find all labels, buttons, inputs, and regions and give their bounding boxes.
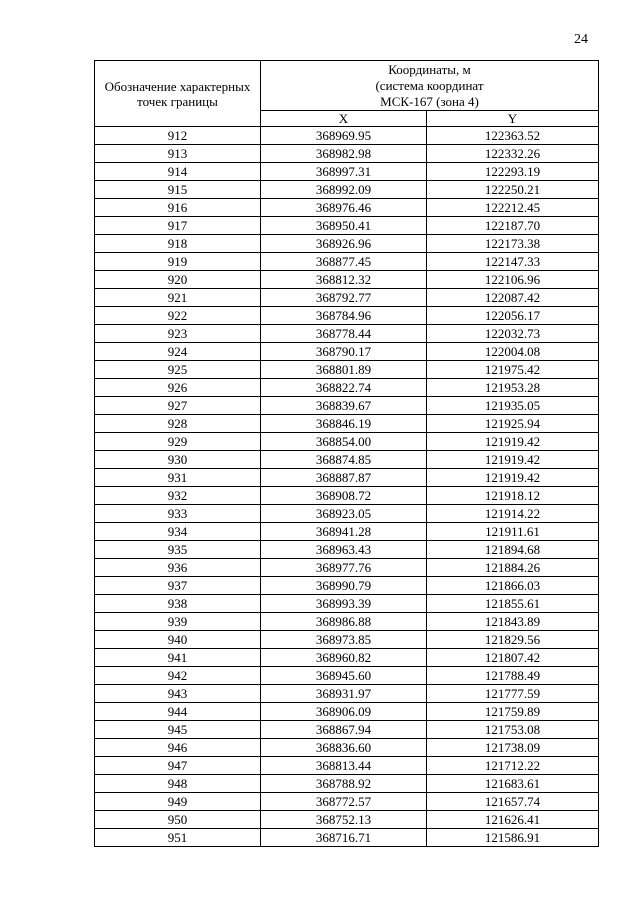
table-row <box>95 703 599 721</box>
y-coordinate-cell: 121918.12 <box>427 487 599 505</box>
table-row <box>95 181 599 199</box>
coordinates-header-line-1: Координаты, м <box>388 62 471 77</box>
table-row <box>95 775 599 793</box>
y-coordinate-cell: 121712.22 <box>427 757 599 775</box>
coordinates-header <box>261 61 599 111</box>
table-row <box>95 451 599 469</box>
point-designation-header: Обозначение характерных точек границы <box>95 61 261 127</box>
y-coordinate-cell: 121759.89 <box>427 703 599 721</box>
x-coordinate-cell: 368822.74 <box>261 379 427 397</box>
x-coordinate-cell: 368950.41 <box>261 217 427 235</box>
point-number-cell: 940 <box>95 631 261 649</box>
x-coordinate-cell: 368960.82 <box>261 649 427 667</box>
x-coordinate-cell: 368887.87 <box>261 469 427 487</box>
point-number-cell: 944 <box>95 703 261 721</box>
x-coordinate-cell: 368792.77 <box>261 289 427 307</box>
y-coordinate-cell: 121788.49 <box>427 667 599 685</box>
y-coordinate-cell: 121953.28 <box>427 379 599 397</box>
x-coordinate-cell: 368963.43 <box>261 541 427 559</box>
table-row <box>95 721 599 739</box>
table-row <box>95 595 599 613</box>
x-coordinate-cell: 368945.60 <box>261 667 427 685</box>
table-row <box>95 649 599 667</box>
x-coordinate-cell: 368993.39 <box>261 595 427 613</box>
y-coordinate-cell: 121683.61 <box>427 775 599 793</box>
point-number-cell: 937 <box>95 577 261 595</box>
y-coordinate-cell: 122332.26 <box>427 145 599 163</box>
y-coordinate-cell: 121586.91 <box>427 829 599 847</box>
y-coordinate-cell: 121807.42 <box>427 649 599 667</box>
x-coordinate-cell: 368986.88 <box>261 613 427 631</box>
point-number-cell: 923 <box>95 325 261 343</box>
y-coordinate-cell: 121829.56 <box>427 631 599 649</box>
table-row <box>95 667 599 685</box>
point-number-cell: 941 <box>95 649 261 667</box>
point-number-cell: 924 <box>95 343 261 361</box>
table-row <box>95 577 599 595</box>
y-coordinate-cell: 122032.73 <box>427 325 599 343</box>
y-coordinate-cell: 121975.42 <box>427 361 599 379</box>
table-row <box>95 325 599 343</box>
y-coordinate-cell: 121866.03 <box>427 577 599 595</box>
x-coordinate-cell: 368784.96 <box>261 307 427 325</box>
table-row <box>95 829 599 847</box>
x-coordinate-cell: 368788.92 <box>261 775 427 793</box>
y-coordinate-cell: 122147.33 <box>427 253 599 271</box>
y-coordinate-cell: 121657.74 <box>427 793 599 811</box>
y-coordinate-cell: 121626.41 <box>427 811 599 829</box>
x-coordinate-cell: 368772.57 <box>261 793 427 811</box>
table-row <box>95 307 599 325</box>
point-number-cell: 934 <box>95 523 261 541</box>
point-number-cell: 912 <box>95 127 261 145</box>
x-coordinate-cell: 368790.17 <box>261 343 427 361</box>
point-number-cell: 925 <box>95 361 261 379</box>
point-number-cell: 947 <box>95 757 261 775</box>
x-coordinate-cell: 368997.31 <box>261 163 427 181</box>
point-number-cell: 935 <box>95 541 261 559</box>
y-coordinate-cell: 122293.19 <box>427 163 599 181</box>
y-coordinate-cell: 121919.42 <box>427 433 599 451</box>
point-number-cell: 932 <box>95 487 261 505</box>
x-coordinate-cell: 368941.28 <box>261 523 427 541</box>
table-row <box>95 343 599 361</box>
y-coordinate-cell: 121843.89 <box>427 613 599 631</box>
x-coordinate-cell: 368778.44 <box>261 325 427 343</box>
x-column-header: X <box>261 111 427 127</box>
point-number-cell: 914 <box>95 163 261 181</box>
table-row <box>95 505 599 523</box>
table-row <box>95 127 599 145</box>
table-row <box>95 145 599 163</box>
coordinates-table <box>94 60 599 847</box>
table-row <box>95 253 599 271</box>
point-number-cell: 945 <box>95 721 261 739</box>
point-number-cell: 917 <box>95 217 261 235</box>
x-coordinate-cell: 368982.98 <box>261 145 427 163</box>
y-coordinate-cell: 121738.09 <box>427 739 599 757</box>
y-coordinate-cell: 122173.38 <box>427 235 599 253</box>
point-number-cell: 926 <box>95 379 261 397</box>
y-coordinate-cell: 121777.59 <box>427 685 599 703</box>
point-number-cell: 938 <box>95 595 261 613</box>
point-number-cell: 930 <box>95 451 261 469</box>
table-row <box>95 685 599 703</box>
table-row <box>95 415 599 433</box>
point-number-cell: 927 <box>95 397 261 415</box>
x-coordinate-cell: 368752.13 <box>261 811 427 829</box>
coordinates-header-line-2: (система координат <box>375 78 484 93</box>
point-number-cell: 942 <box>95 667 261 685</box>
x-coordinate-cell: 368716.71 <box>261 829 427 847</box>
point-number-cell: 922 <box>95 307 261 325</box>
table-row <box>95 523 599 541</box>
y-coordinate-cell: 122004.08 <box>427 343 599 361</box>
point-number-cell: 949 <box>95 793 261 811</box>
y-coordinate-cell: 121894.68 <box>427 541 599 559</box>
y-coordinate-cell: 121919.42 <box>427 469 599 487</box>
y-coordinate-cell: 122056.17 <box>427 307 599 325</box>
x-coordinate-cell: 368846.19 <box>261 415 427 433</box>
point-number-cell: 928 <box>95 415 261 433</box>
y-coordinate-cell: 122363.52 <box>427 127 599 145</box>
point-number-cell: 921 <box>95 289 261 307</box>
x-coordinate-cell: 368976.46 <box>261 199 427 217</box>
table-row <box>95 757 599 775</box>
table-row <box>95 361 599 379</box>
table-row <box>95 163 599 181</box>
table-row <box>95 793 599 811</box>
x-coordinate-cell: 368854.00 <box>261 433 427 451</box>
table-row <box>95 235 599 253</box>
x-coordinate-cell: 368836.60 <box>261 739 427 757</box>
table-row <box>95 289 599 307</box>
x-coordinate-cell: 368813.44 <box>261 757 427 775</box>
y-coordinate-cell: 121914.22 <box>427 505 599 523</box>
table-row <box>95 217 599 235</box>
x-coordinate-cell: 368992.09 <box>261 181 427 199</box>
x-coordinate-cell: 368923.05 <box>261 505 427 523</box>
table-row <box>95 199 599 217</box>
point-number-cell: 936 <box>95 559 261 577</box>
x-coordinate-cell: 368977.76 <box>261 559 427 577</box>
table-row <box>95 811 599 829</box>
y-coordinate-cell: 121925.94 <box>427 415 599 433</box>
y-coordinate-cell: 122187.70 <box>427 217 599 235</box>
point-number-cell: 933 <box>95 505 261 523</box>
y-coordinate-cell: 122250.21 <box>427 181 599 199</box>
table-row <box>95 559 599 577</box>
point-number-cell: 946 <box>95 739 261 757</box>
y-coordinate-cell: 121919.42 <box>427 451 599 469</box>
y-coordinate-cell: 121935.05 <box>427 397 599 415</box>
table-row <box>95 739 599 757</box>
point-number-cell: 920 <box>95 271 261 289</box>
point-number-cell: 913 <box>95 145 261 163</box>
table-row <box>95 379 599 397</box>
point-number-cell: 948 <box>95 775 261 793</box>
y-coordinate-cell: 122106.96 <box>427 271 599 289</box>
table-row <box>95 487 599 505</box>
x-coordinate-cell: 368990.79 <box>261 577 427 595</box>
table-header <box>95 61 599 127</box>
point-number-cell: 943 <box>95 685 261 703</box>
y-coordinate-cell: 121911.61 <box>427 523 599 541</box>
point-number-cell: 950 <box>95 811 261 829</box>
table-row <box>95 271 599 289</box>
point-number-cell: 919 <box>95 253 261 271</box>
x-coordinate-cell: 368908.72 <box>261 487 427 505</box>
x-coordinate-cell: 368877.45 <box>261 253 427 271</box>
table-row <box>95 433 599 451</box>
point-number-cell: 918 <box>95 235 261 253</box>
x-coordinate-cell: 368867.94 <box>261 721 427 739</box>
table-row <box>95 469 599 487</box>
table-row <box>95 613 599 631</box>
coordinates-header-line-3: МСК-167 (зона 4) <box>380 94 479 109</box>
y-coordinate-cell: 121855.61 <box>427 595 599 613</box>
x-coordinate-cell: 368926.96 <box>261 235 427 253</box>
y-column-header: Y <box>427 111 599 127</box>
point-number-cell: 939 <box>95 613 261 631</box>
x-coordinate-cell: 368801.89 <box>261 361 427 379</box>
x-coordinate-cell: 368812.32 <box>261 271 427 289</box>
table-row <box>95 397 599 415</box>
table-row <box>95 631 599 649</box>
x-coordinate-cell: 368839.67 <box>261 397 427 415</box>
x-coordinate-cell: 368874.85 <box>261 451 427 469</box>
y-coordinate-cell: 121753.08 <box>427 721 599 739</box>
y-coordinate-cell: 122087.42 <box>427 289 599 307</box>
table-body <box>95 127 599 847</box>
x-coordinate-cell: 368906.09 <box>261 703 427 721</box>
point-number-cell: 951 <box>95 829 261 847</box>
page-number: 24 <box>574 32 588 47</box>
x-coordinate-cell: 368931.97 <box>261 685 427 703</box>
point-number-cell: 915 <box>95 181 261 199</box>
table-row <box>95 541 599 559</box>
y-coordinate-cell: 122212.45 <box>427 199 599 217</box>
point-number-cell: 929 <box>95 433 261 451</box>
x-coordinate-cell: 368973.85 <box>261 631 427 649</box>
y-coordinate-cell: 121884.26 <box>427 559 599 577</box>
point-number-cell: 931 <box>95 469 261 487</box>
x-coordinate-cell: 368969.95 <box>261 127 427 145</box>
point-number-cell: 916 <box>95 199 261 217</box>
